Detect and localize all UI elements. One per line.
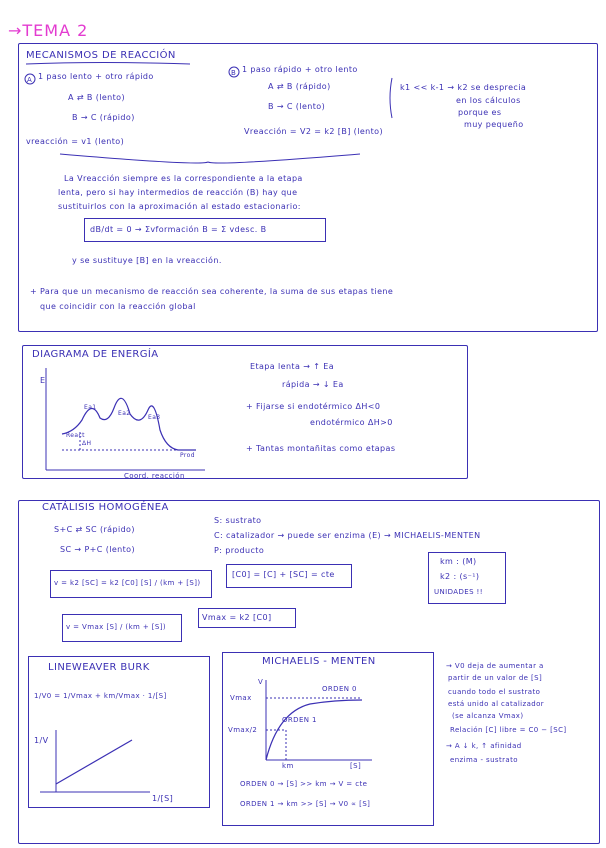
- mechanisms-text: lenta, pero si hay intermedios de reacción (B) hay que: [58, 188, 298, 197]
- catalysis-side-note: → A ↓ k, ↑ afinidad: [446, 742, 522, 750]
- mechanism-b-note: en los cálculos: [456, 96, 521, 105]
- lineweaver-burk-equation: 1/V0 = 1/Vmax + km/Vmax · 1/[S]: [34, 692, 167, 700]
- mechanisms-note: + Para que un mecanismo de reacción sea coherente, la suma de sus etapas tiene: [30, 287, 394, 296]
- vmax-equation: v = Vmax [S] / (km + [S]): [66, 623, 166, 631]
- energy-note: + Tantas montañitas como etapas: [246, 444, 396, 453]
- catalysis-side-note: → V0 deja de aumentar a: [446, 662, 544, 670]
- steady-state-formula: dB/dt = 0 → Σvformación B = Σ vdesc. B: [90, 225, 267, 234]
- energy-x-label: Coord. reacción: [124, 472, 185, 480]
- mechanism-b-step2: B → C (lento): [268, 102, 326, 111]
- svg-text:B: B: [231, 69, 236, 77]
- units-k2: k2 : (s⁻¹): [440, 572, 480, 581]
- page-title: →TEMA 2: [8, 21, 89, 40]
- michaelis-menten-note: ORDEN 0 → [S] >> km → V = cte: [240, 780, 368, 788]
- catalysis-heading: CATÁLISIS HOMOGÉNEA: [42, 502, 169, 513]
- lineweaver-burk-y-label: 1/V: [34, 736, 49, 745]
- lineweaver-burk-title: LINEWEAVER BURK: [48, 662, 150, 673]
- mechanisms-text: sustituirlos con la aproximación al estado estacionario:: [58, 202, 301, 211]
- energy-note: + Fijarse si endotérmico ΔH<0: [246, 402, 381, 411]
- michaelis-menten-note: ORDEN 1 → km >> [S] → V0 ∝ [S]: [240, 800, 371, 808]
- mechanism-a-step1: A ⇄ B (lento): [68, 93, 125, 102]
- catalysis-side-note: (se alcanza Vmax): [452, 712, 524, 720]
- mechanism-a-rate: vreacción = v1 (lento): [26, 137, 125, 146]
- michaelis-menten-y-label: V: [258, 678, 264, 686]
- energy-label: Ea3: [148, 414, 161, 421]
- michaelis-menten-order1: ORDEN 1: [282, 716, 317, 724]
- vmax-definition: Vmax = k2 [C0]: [202, 613, 272, 622]
- catalysis-side-note: cuando todo el sustrato: [448, 688, 541, 696]
- energy-label: Prod: [180, 452, 195, 459]
- energy-diagram-heading: DIAGRAMA DE ENERGÍA: [32, 349, 159, 360]
- rate-equation: v = k2 [SC] = k2 [C0] [S] / (km + [S]): [54, 579, 201, 587]
- mechanism-a-title: 1 paso lento + otro rápido: [38, 72, 154, 81]
- catalysis-definition: P: producto: [214, 546, 265, 555]
- mechanisms-text: y se sustituye [B] en la vreacción.: [72, 256, 222, 265]
- mechanism-b-title: 1 paso rápido + otro lento: [242, 65, 358, 74]
- mechanism-b-step1: A ⇄ B (rápido): [268, 82, 331, 91]
- michaelis-menten-order0: ORDEN 0: [322, 685, 357, 693]
- mechanism-a-step2: B → C (rápido): [72, 113, 135, 122]
- energy-note: rápida → ↓ Ea: [282, 380, 344, 389]
- mechanisms-heading: MECANISMOS DE REACCIÓN: [26, 50, 176, 61]
- energy-label: React: [66, 432, 85, 439]
- mechanisms-text: La Vreacción siempre es la correspondiente a la etapa: [64, 174, 303, 183]
- catalysis-definition: C: catalizador → puede ser enzima (E) → MICHAELIS-MENTEN: [214, 531, 481, 540]
- energy-axis-label: E: [40, 376, 46, 385]
- michaelis-menten-vmax: Vmax: [230, 694, 252, 702]
- catalysis-step: SC → P+C (lento): [60, 545, 135, 554]
- energy-label: Ea2: [118, 410, 131, 417]
- catalysis-side-note: Relación [C] libre = C0 − [SC]: [450, 726, 567, 734]
- units-label: UNIDADES !!: [434, 588, 483, 596]
- svg-text:A: A: [27, 76, 32, 84]
- michaelis-menten-km: km: [282, 762, 294, 770]
- mechanism-b-note: k1 << k-1 → k2 se desprecia: [400, 83, 527, 92]
- mechanism-b-note: porque es: [458, 108, 502, 117]
- michaelis-menten-half: Vmax/2: [228, 726, 258, 734]
- catalysis-step: S+C ⇄ SC (rápido): [54, 525, 135, 534]
- units-km: km : (M): [440, 557, 477, 566]
- energy-label: Ea1: [84, 404, 97, 411]
- catalysis-side-note: enzima - sustrato: [450, 756, 518, 764]
- michaelis-menten-x-label: [S]: [350, 762, 362, 770]
- catalyst-balance: [C0] = [C] + [SC] = cte: [232, 570, 335, 579]
- catalysis-side-note: está unido al catalizador: [448, 700, 545, 708]
- lineweaver-burk-x-label: 1/[S]: [152, 794, 174, 803]
- catalysis-definition: S: sustrato: [214, 516, 262, 525]
- energy-label: ΔH: [82, 440, 92, 447]
- mechanism-b-note: muy pequeño: [464, 120, 524, 129]
- catalysis-side-note: partir de un valor de [S]: [448, 674, 543, 682]
- energy-note: endotérmico ΔH>0: [310, 418, 393, 427]
- energy-note: Etapa lenta → ↑ Ea: [250, 362, 335, 371]
- mechanism-b-rate: Vreacción = V2 = k2 [B] (lento): [244, 127, 383, 136]
- mechanisms-note: que coincidir con la reacción global: [40, 302, 196, 311]
- michaelis-menten-title: MICHAELIS - MENTEN: [262, 656, 376, 667]
